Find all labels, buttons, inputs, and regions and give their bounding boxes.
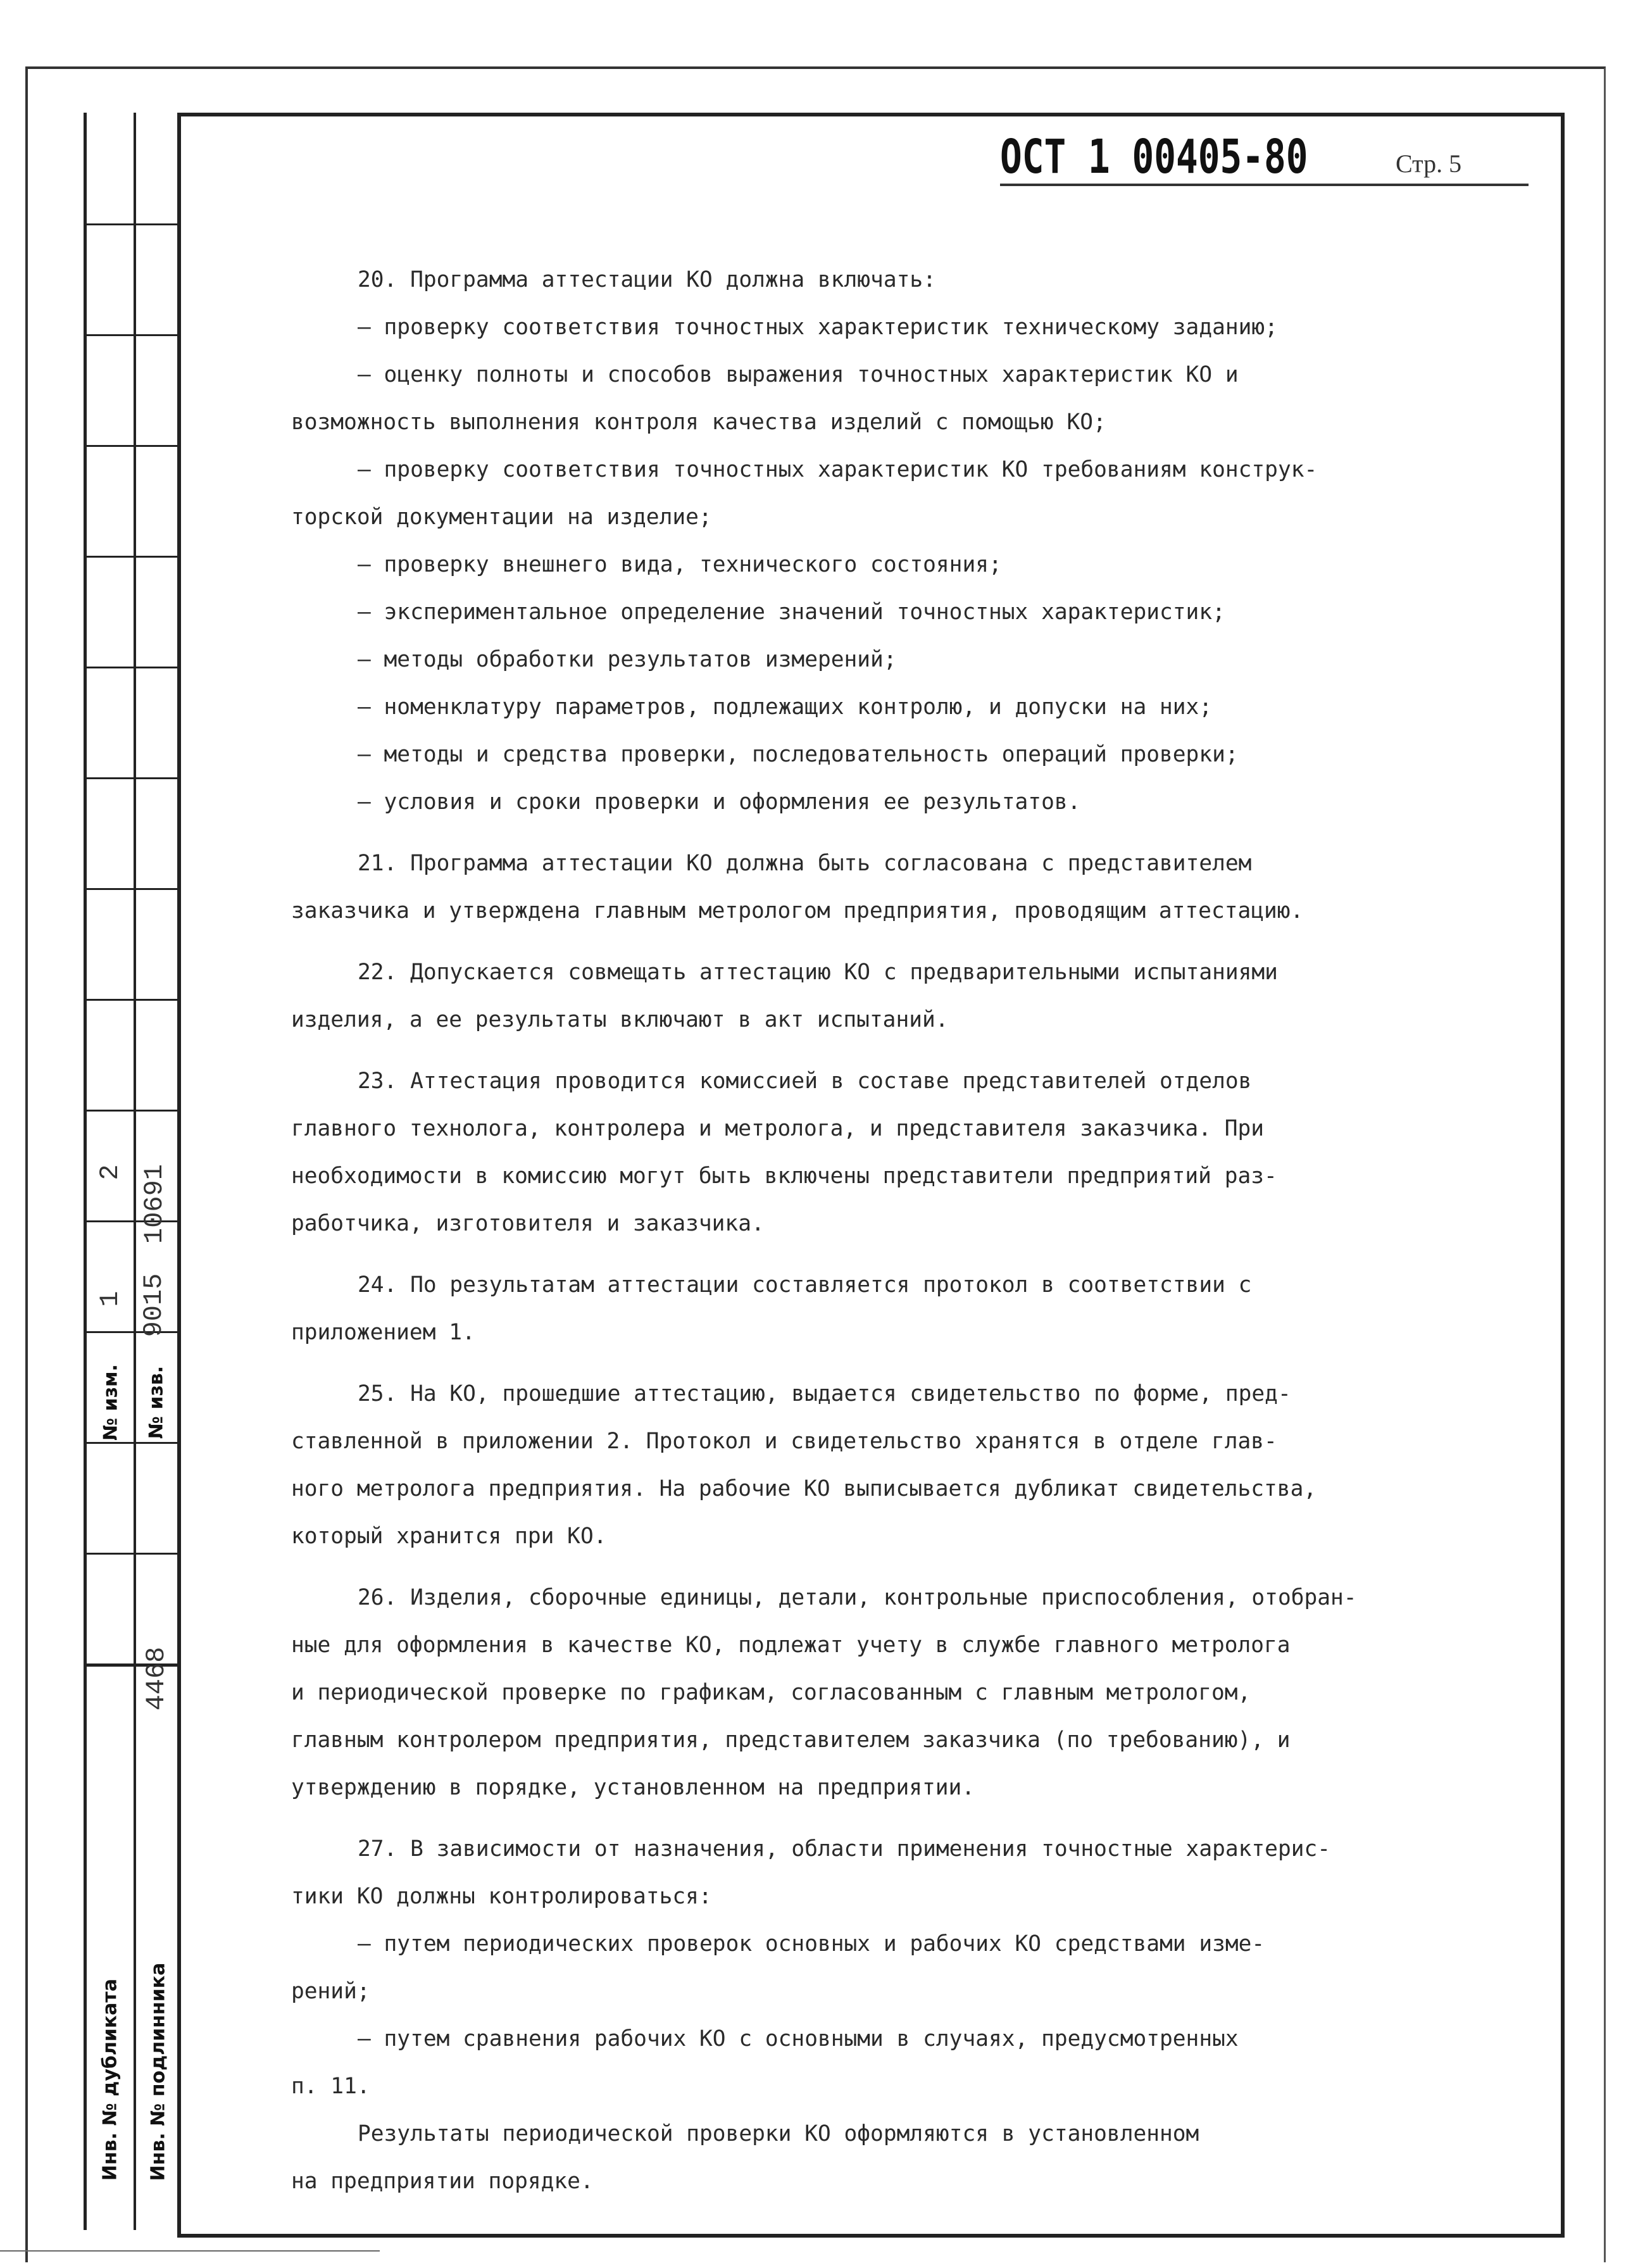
paragraph-21 xyxy=(291,840,1494,935)
label-change-number: № изм. xyxy=(99,1364,122,1441)
text-line: 24. По результатам аттестации составляется протокол в соответствии с xyxy=(358,1272,1252,1298)
text-line: который хранится при КО. xyxy=(291,1524,607,1549)
text-line: на предприятии порядке. xyxy=(291,2169,594,2194)
sidebar-rule xyxy=(87,1110,180,1112)
text-line: 23. Аттестация проводится комиссией в составе представителей отделов xyxy=(358,1068,1252,1094)
text-line: возможность выполнения контроля качества изделий с помощью КО; xyxy=(291,410,1106,435)
text-line: – методы и средства проверки, последовательность операций проверки; xyxy=(358,742,1239,767)
text-line: 25. На КО, прошедшие аттестацию, выдается свидетельство по форме, пред- xyxy=(358,1381,1291,1407)
label-notice-number: № изв. xyxy=(145,1365,168,1439)
sidebar-rule xyxy=(87,223,180,225)
text-line: 21. Программа аттестации КО должна быть согласована с представителем xyxy=(358,851,1252,876)
text-line: – путем периодических проверок основных и рабочих КО средствами изме- xyxy=(358,1931,1265,1957)
original-inventory-number: 4468 xyxy=(141,1646,172,1711)
document-body xyxy=(291,256,1494,2205)
sidebar-column-divider xyxy=(134,113,136,2230)
label-original-inventory: Инв. № подлинника xyxy=(147,1962,170,2181)
text-line: работчика, изготовителя и заказчика. xyxy=(291,1211,765,1236)
page-number: Стр. 5 xyxy=(1396,149,1462,178)
sidebar-rule xyxy=(87,667,180,668)
text-line: торской документации на изделие; xyxy=(291,504,712,530)
text-line: главного технолога, контролера и метролога, и представителя заказчика. При xyxy=(291,1116,1265,1141)
text-line: – проверку соответствия точностных характеристик техническому заданию; xyxy=(358,315,1278,340)
paragraph-23 xyxy=(291,1058,1494,1248)
text-line: главным контролером предприятия, представителем заказчика (по требованию), и xyxy=(291,1727,1291,1753)
text-line: 20. Программа аттестации КО должна включать: xyxy=(358,267,936,292)
paragraph-25 xyxy=(291,1370,1494,1560)
sidebar-rule xyxy=(87,999,180,1001)
text-line: изделия, а ее результаты включают в акт испытаний. xyxy=(291,1007,949,1032)
label-duplicate-inventory: Инв. № дубликата xyxy=(99,1978,122,2181)
sidebar-rule xyxy=(87,445,180,447)
paragraph-22 xyxy=(291,949,1494,1044)
text-line: – номенклатуру параметров, подлежащих контролю, и допуски на них; xyxy=(358,694,1213,720)
revision-number-2: 2 xyxy=(95,1164,125,1181)
revision-number-1: 1 xyxy=(95,1291,125,1307)
sidebar-rule xyxy=(87,888,180,890)
header-underline xyxy=(1000,184,1529,186)
revision-doc-10691: 10691 xyxy=(139,1163,170,1244)
sidebar-rule xyxy=(87,556,180,558)
paragraph-27 xyxy=(291,1826,1494,2205)
text-line: – экспериментальное определение значений точностных характеристик; xyxy=(358,599,1225,625)
text-line: – методы обработки результатов измерений; xyxy=(358,647,897,672)
text-line: 26. Изделия, сборочные единицы, детали, контрольные приспособления, отобран- xyxy=(358,1585,1357,1610)
text-line: утверждению в порядке, установленном на предприятии. xyxy=(291,1775,975,1800)
text-line: приложением 1. xyxy=(291,1320,475,1345)
text-line: ные для оформления в качестве КО, подлежат учету в службе главного метролога xyxy=(291,1632,1291,1658)
text-line: тики КО должны контролироваться: xyxy=(291,1884,712,1909)
text-line: 27. В зависимости от назначения, области применения точностные характерис- xyxy=(358,1836,1331,1862)
text-line: рений; xyxy=(291,1979,370,2004)
text-line: ставленной в приложении 2. Протокол и свидетельство хранятся в отделе глав- xyxy=(291,1429,1277,1454)
text-line: и периодической проверке по графикам, согласованным с главным метрологом, xyxy=(291,1680,1251,1705)
text-line: п. 11. xyxy=(291,2074,370,2099)
sidebar-rule xyxy=(87,777,180,779)
sidebar-rule xyxy=(87,334,180,336)
text-line: 22. Допускается совмещать аттестацию КО с предварительными испытаниями xyxy=(358,960,1278,985)
text-line: необходимости в комиссию могут быть включены представители предприятий раз- xyxy=(291,1163,1277,1189)
text-line: – путем сравнения рабочих КО с основными в случаях, предусмотренных xyxy=(358,2026,1239,2052)
text-line: заказчика и утверждена главным метрологом предприятия, проводящим аттестацию. xyxy=(291,898,1304,924)
text-line: – проверку внешнего вида, технического состояния; xyxy=(358,552,1002,577)
revision-doc-9015: 9015 xyxy=(139,1273,169,1338)
sidebar-rule xyxy=(87,1553,180,1555)
text-line: – условия и сроки проверки и оформления ее результатов. xyxy=(358,789,1081,815)
paragraph-24 xyxy=(291,1262,1494,1356)
text-line: – оценку полноты и способов выражения точностных характеристик КО и xyxy=(358,362,1239,387)
paragraph-20 xyxy=(291,256,1494,826)
text-line: – проверку соответствия точностных характеристик КО требованиям конструк- xyxy=(358,457,1318,482)
text-line: ного метролога предприятия. На рабочие КО выписывается дубликат свидетельства, xyxy=(291,1476,1317,1501)
revision-sidebar xyxy=(84,113,180,2230)
bottom-edge-line xyxy=(0,2250,380,2252)
paragraph-26 xyxy=(291,1574,1494,1812)
standard-code: ОСТ 1 00405-80 xyxy=(1000,130,1308,184)
text-line: Результаты периодической проверки КО оформляются в установленном xyxy=(358,2121,1199,2146)
